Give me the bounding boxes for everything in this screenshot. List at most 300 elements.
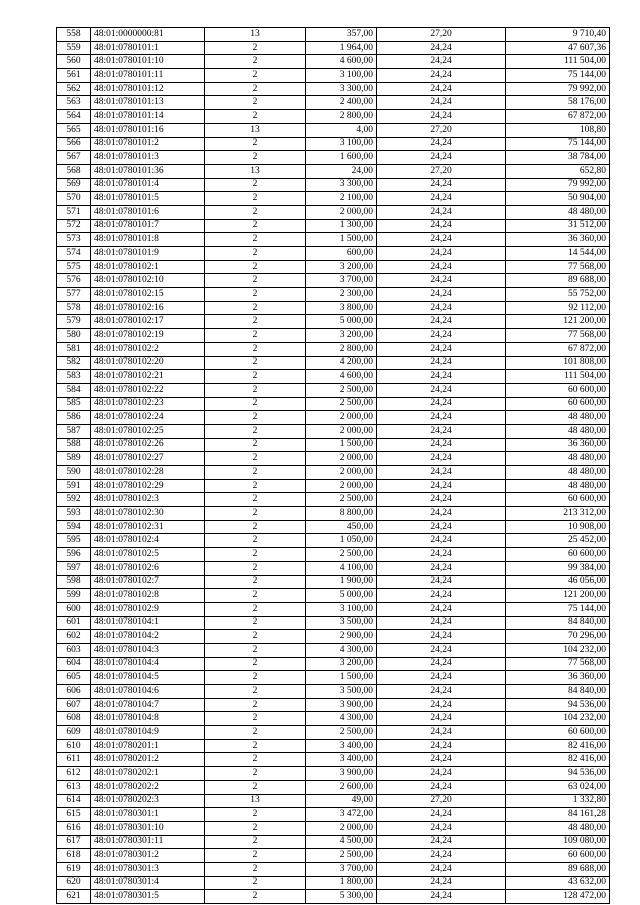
area-value-cell: 4 100,00 [306,561,377,575]
area-value-cell: 2 000,00 [306,411,377,425]
table-row [57,534,610,548]
row-number-cell: 568 [57,164,91,178]
rate-value-cell: 24,24 [377,219,506,233]
table-row [57,520,610,534]
cadastral-number-cell: 48:01:0780104:8 [91,712,205,726]
rate-value-cell: 24,24 [377,137,506,151]
cadastral-number-cell: 48:01:0780202:2 [91,780,205,794]
cadastral-value-cell: 121 200,00 [506,315,610,329]
area-value-cell: 2 500,00 [306,726,377,740]
cadastral-number-cell: 48:01:0780102:19 [91,329,205,343]
category-code-cell: 2 [205,561,306,575]
cadastral-value-cell: 75 144,00 [506,69,610,83]
cadastral-number-cell: 48:01:0780101:14 [91,110,205,124]
cadastral-number-cell: 48:01:0780102:30 [91,507,205,521]
area-value-cell: 4 600,00 [306,55,377,69]
table-row [57,247,610,261]
rate-value-cell: 24,24 [377,301,506,315]
rate-value-cell: 24,24 [377,356,506,370]
cadastral-number-cell: 48:01:0780202:1 [91,767,205,781]
cadastral-value-cell: 75 144,00 [506,602,610,616]
category-code-cell: 2 [205,835,306,849]
row-number-cell: 584 [57,383,91,397]
area-value-cell: 2 000,00 [306,205,377,219]
rate-value-cell: 24,24 [377,808,506,822]
rate-value-cell: 27,20 [377,794,506,808]
category-code-cell: 2 [205,616,306,630]
row-number-cell: 618 [57,849,91,863]
category-code-cell: 2 [205,178,306,192]
category-code-cell: 2 [205,780,306,794]
rate-value-cell: 24,24 [377,890,506,904]
category-code-cell: 2 [205,397,306,411]
table-row [57,110,610,124]
row-number-cell: 559 [57,41,91,55]
cadastral-value-cell: 89 688,00 [506,862,610,876]
area-value-cell: 3 100,00 [306,69,377,83]
cadastral-value-cell: 94 536,00 [506,698,610,712]
area-value-cell: 3 900,00 [306,698,377,712]
cadastral-number-cell: 48:01:0780102:28 [91,466,205,480]
cadastral-value-cell: 77 568,00 [506,329,610,343]
row-number-cell: 591 [57,479,91,493]
table-row [57,205,610,219]
cadastral-number-cell: 48:01:0780301:5 [91,890,205,904]
cadastral-value-cell: 67 872,00 [506,110,610,124]
category-code-cell: 2 [205,342,306,356]
cadastral-value-cell: 92 112,00 [506,301,610,315]
area-value-cell: 4 300,00 [306,712,377,726]
category-code-cell: 2 [205,247,306,261]
rate-value-cell: 24,24 [377,178,506,192]
row-number-cell: 577 [57,288,91,302]
rate-value-cell: 24,24 [377,753,506,767]
area-value-cell: 5 000,00 [306,315,377,329]
table-row [57,301,610,315]
cadastral-number-cell: 48:01:0780104:4 [91,657,205,671]
category-code-cell: 2 [205,233,306,247]
table-row [57,466,610,480]
cadastral-value-cell: 79 992,00 [506,82,610,96]
row-number-cell: 592 [57,493,91,507]
area-value-cell: 2 400,00 [306,96,377,110]
table-row [57,452,610,466]
cadastral-value-cell: 47 607,36 [506,41,610,55]
category-code-cell: 2 [205,671,306,685]
rate-value-cell: 24,24 [377,849,506,863]
rate-value-cell: 24,24 [377,616,506,630]
table-row [57,151,610,165]
row-number-cell: 578 [57,301,91,315]
cadastral-number-cell: 48:01:0780101:16 [91,123,205,137]
rate-value-cell: 24,24 [377,466,506,480]
cadastral-value-cell: 84 161,28 [506,808,610,822]
table-row [57,602,610,616]
category-code-cell: 2 [205,643,306,657]
table-row [57,794,610,808]
category-code-cell: 2 [205,739,306,753]
category-code-cell: 2 [205,452,306,466]
table-row [57,698,610,712]
cadastral-value-cell: 89 688,00 [506,274,610,288]
rate-value-cell: 24,24 [377,342,506,356]
table-row [57,862,610,876]
category-code-cell: 2 [205,808,306,822]
cadastral-number-cell: 48:01:0000000:81 [91,28,205,42]
cadastral-number-cell: 48:01:0780102:24 [91,411,205,425]
area-value-cell: 4 600,00 [306,370,377,384]
cadastral-value-cell: 75 144,00 [506,137,610,151]
category-code-cell: 2 [205,205,306,219]
cadastral-number-cell: 48:01:0780101:5 [91,192,205,206]
rate-value-cell: 24,24 [377,55,506,69]
table-row [57,561,610,575]
cadastral-number-cell: 48:01:0780102:21 [91,370,205,384]
rate-value-cell: 24,24 [377,493,506,507]
category-code-cell: 2 [205,698,306,712]
category-code-cell: 2 [205,534,306,548]
category-code-cell: 2 [205,315,306,329]
category-code-cell: 13 [205,164,306,178]
rate-value-cell: 24,24 [377,739,506,753]
category-code-cell: 2 [205,726,306,740]
rate-value-cell: 27,20 [377,164,506,178]
area-value-cell: 3 472,00 [306,808,377,822]
rate-value-cell: 24,24 [377,41,506,55]
cadastral-value-cell: 48 480,00 [506,452,610,466]
table-row [57,479,610,493]
rate-value-cell: 24,24 [377,329,506,343]
cadastral-number-cell: 48:01:0780102:6 [91,561,205,575]
cadastral-value-cell: 128 472,00 [506,890,610,904]
cadastral-value-cell: 1 332,80 [506,794,610,808]
rate-value-cell: 24,24 [377,438,506,452]
rate-value-cell: 24,24 [377,657,506,671]
area-value-cell: 3 300,00 [306,178,377,192]
category-code-cell: 2 [205,712,306,726]
area-value-cell: 1 600,00 [306,151,377,165]
cadastral-number-cell: 48:01:0780201:2 [91,753,205,767]
rate-value-cell: 24,24 [377,821,506,835]
category-code-cell: 2 [205,685,306,699]
area-value-cell: 5 000,00 [306,589,377,603]
row-number-cell: 606 [57,685,91,699]
cadastral-number-cell: 48:01:0780102:16 [91,301,205,315]
rate-value-cell: 24,24 [377,192,506,206]
table-row [57,137,610,151]
area-value-cell: 2 500,00 [306,493,377,507]
table-row [57,548,610,562]
row-number-cell: 574 [57,247,91,261]
cadastral-number-cell: 48:01:0780101:6 [91,205,205,219]
row-number-cell: 608 [57,712,91,726]
row-number-cell: 581 [57,342,91,356]
cadastral-number-cell: 48:01:0780104:5 [91,671,205,685]
rate-value-cell: 24,24 [377,424,506,438]
table-row [57,96,610,110]
cadastral-value-cell: 48 480,00 [506,466,610,480]
category-code-cell: 2 [205,411,306,425]
table-row [57,835,610,849]
category-code-cell: 2 [205,370,306,384]
area-value-cell: 1 500,00 [306,438,377,452]
area-value-cell: 2 500,00 [306,383,377,397]
cadastral-number-cell: 48:01:0780101:10 [91,55,205,69]
rate-value-cell: 24,24 [377,685,506,699]
cadastral-value-cell: 31 512,00 [506,219,610,233]
area-value-cell: 2 300,00 [306,288,377,302]
category-code-cell: 2 [205,69,306,83]
cadastral-value-cell: 121 200,00 [506,589,610,603]
cadastral-number-cell: 48:01:0780301:1 [91,808,205,822]
cadastral-value-cell: 109 080,00 [506,835,610,849]
rate-value-cell: 24,24 [377,260,506,274]
table-row [57,712,610,726]
area-value-cell: 357,00 [306,28,377,42]
cadastral-number-cell: 48:01:0780104:2 [91,630,205,644]
area-value-cell: 2 000,00 [306,452,377,466]
table-row [57,411,610,425]
cadastral-number-cell: 48:01:0780102:25 [91,424,205,438]
table-row [57,178,610,192]
row-number-cell: 611 [57,753,91,767]
area-value-cell: 2 000,00 [306,466,377,480]
row-number-cell: 614 [57,794,91,808]
table-row [57,82,610,96]
cadastral-number-cell: 48:01:0780104:6 [91,685,205,699]
table-row [57,630,610,644]
cadastral-number-cell: 48:01:0780101:7 [91,219,205,233]
cadastral-value-cell: 36 360,00 [506,233,610,247]
category-code-cell: 2 [205,479,306,493]
row-number-cell: 588 [57,438,91,452]
cadastral-value-cell: 48 480,00 [506,821,610,835]
cadastral-number-cell: 48:01:0780102:27 [91,452,205,466]
table-row [57,315,610,329]
rate-value-cell: 24,24 [377,383,506,397]
rate-value-cell: 27,20 [377,28,506,42]
rate-value-cell: 24,24 [377,247,506,261]
table-row [57,424,610,438]
category-code-cell: 13 [205,28,306,42]
table-row [57,397,610,411]
table-row [57,233,610,247]
cadastral-number-cell: 48:01:0780104:7 [91,698,205,712]
cadastral-number-cell: 48:01:0780102:26 [91,438,205,452]
area-value-cell: 1 300,00 [306,219,377,233]
cadastral-value-cell: 25 452,00 [506,534,610,548]
row-number-cell: 617 [57,835,91,849]
cadastral-value-cell: 10 908,00 [506,520,610,534]
area-value-cell: 1 050,00 [306,534,377,548]
row-number-cell: 595 [57,534,91,548]
table-row [57,370,610,384]
cadastral-number-cell: 48:01:0780102:2 [91,342,205,356]
rate-value-cell: 24,24 [377,726,506,740]
rate-value-cell: 24,24 [377,110,506,124]
rate-value-cell: 24,24 [377,534,506,548]
rate-value-cell: 24,24 [377,698,506,712]
category-code-cell: 2 [205,219,306,233]
area-value-cell: 2 900,00 [306,630,377,644]
table-row [57,260,610,274]
rate-value-cell: 27,20 [377,123,506,137]
area-value-cell: 3 500,00 [306,616,377,630]
rate-value-cell: 24,24 [377,520,506,534]
category-code-cell: 2 [205,82,306,96]
rate-value-cell: 24,24 [377,315,506,329]
row-number-cell: 561 [57,69,91,83]
rate-value-cell: 24,24 [377,452,506,466]
area-value-cell: 3 700,00 [306,862,377,876]
area-value-cell: 2 000,00 [306,821,377,835]
cadastral-value-cell: 652,80 [506,164,610,178]
category-code-cell: 2 [205,301,306,315]
row-number-cell: 563 [57,96,91,110]
row-number-cell: 585 [57,397,91,411]
cadastral-value-cell: 60 600,00 [506,397,610,411]
cadastral-number-cell: 48:01:0780104:3 [91,643,205,657]
category-code-cell: 2 [205,849,306,863]
category-code-cell: 2 [205,630,306,644]
area-value-cell: 1 500,00 [306,671,377,685]
area-value-cell: 2 000,00 [306,479,377,493]
rate-value-cell: 24,24 [377,602,506,616]
cadastral-value-cell: 60 600,00 [506,493,610,507]
area-value-cell: 3 200,00 [306,657,377,671]
table-row [57,342,610,356]
category-code-cell: 2 [205,260,306,274]
cadastral-number-cell: 48:01:0780104:1 [91,616,205,630]
cadastral-value-cell: 101 808,00 [506,356,610,370]
table-row [57,849,610,863]
cadastral-number-cell: 48:01:0780102:1 [91,260,205,274]
row-number-cell: 569 [57,178,91,192]
area-value-cell: 1 964,00 [306,41,377,55]
row-number-cell: 576 [57,274,91,288]
cadastral-value-cell: 104 232,00 [506,712,610,726]
area-value-cell: 2 500,00 [306,849,377,863]
cadastral-value-cell: 9 710,40 [506,28,610,42]
row-number-cell: 615 [57,808,91,822]
row-number-cell: 600 [57,602,91,616]
row-number-cell: 599 [57,589,91,603]
row-number-cell: 609 [57,726,91,740]
category-code-cell: 2 [205,753,306,767]
area-value-cell: 2 100,00 [306,192,377,206]
area-value-cell: 2 500,00 [306,548,377,562]
area-value-cell: 2 600,00 [306,780,377,794]
rate-value-cell: 24,24 [377,712,506,726]
table-row [57,821,610,835]
area-value-cell: 600,00 [306,247,377,261]
row-number-cell: 575 [57,260,91,274]
rate-value-cell: 24,24 [377,548,506,562]
area-value-cell: 2 800,00 [306,110,377,124]
table-row [57,808,610,822]
cadastral-number-cell: 48:01:0780201:1 [91,739,205,753]
category-code-cell: 2 [205,151,306,165]
area-value-cell: 3 100,00 [306,602,377,616]
rate-value-cell: 24,24 [377,835,506,849]
area-value-cell: 4 300,00 [306,643,377,657]
row-number-cell: 601 [57,616,91,630]
cadastral-value-cell: 48 480,00 [506,411,610,425]
category-code-cell: 2 [205,55,306,69]
cadastral-number-cell: 48:01:0780102:20 [91,356,205,370]
row-number-cell: 560 [57,55,91,69]
rate-value-cell: 24,24 [377,589,506,603]
area-value-cell: 4,00 [306,123,377,137]
table-row [57,726,610,740]
table-row [57,192,610,206]
area-value-cell: 3 700,00 [306,274,377,288]
row-number-cell: 587 [57,424,91,438]
cadastral-value-cell: 82 416,00 [506,753,610,767]
category-code-cell: 2 [205,493,306,507]
cadastral-number-cell: 48:01:0780102:15 [91,288,205,302]
table-row [57,671,610,685]
cadastral-value-cell: 43 632,00 [506,876,610,890]
table-row [57,575,610,589]
row-number-cell: 593 [57,507,91,521]
cadastral-number-cell: 48:01:0780301:3 [91,862,205,876]
cadastral-value-cell: 55 752,00 [506,288,610,302]
cadastral-number-cell: 48:01:0780102:23 [91,397,205,411]
row-number-cell: 571 [57,205,91,219]
category-code-cell: 13 [205,123,306,137]
row-number-cell: 607 [57,698,91,712]
area-value-cell: 4 200,00 [306,356,377,370]
rate-value-cell: 24,24 [377,780,506,794]
table-row [57,685,610,699]
row-number-cell: 572 [57,219,91,233]
rate-value-cell: 24,24 [377,671,506,685]
row-number-cell: 603 [57,643,91,657]
row-number-cell: 566 [57,137,91,151]
cadastral-number-cell: 48:01:0780102:31 [91,520,205,534]
cadastral-number-cell: 48:01:0780102:17 [91,315,205,329]
category-code-cell: 2 [205,274,306,288]
table-row [57,329,610,343]
rate-value-cell: 24,24 [377,288,506,302]
area-value-cell: 2 500,00 [306,397,377,411]
cadastral-number-cell: 48:01:0780101:4 [91,178,205,192]
cadastral-number-cell: 48:01:0780104:9 [91,726,205,740]
cadastral-number-cell: 48:01:0780101:3 [91,151,205,165]
cadastral-value-cell: 36 360,00 [506,438,610,452]
area-value-cell: 24,00 [306,164,377,178]
area-value-cell: 3 500,00 [306,685,377,699]
area-value-cell: 49,00 [306,794,377,808]
cadastral-value-cell: 77 568,00 [506,657,610,671]
area-value-cell: 3 900,00 [306,767,377,781]
area-value-cell: 1 900,00 [306,575,377,589]
rate-value-cell: 24,24 [377,370,506,384]
category-code-cell: 2 [205,821,306,835]
row-number-cell: 580 [57,329,91,343]
row-number-cell: 616 [57,821,91,835]
category-code-cell: 2 [205,602,306,616]
cadastral-number-cell: 48:01:0780102:7 [91,575,205,589]
table-row [57,753,610,767]
cadastral-value-cell: 108,80 [506,123,610,137]
table-row [57,41,610,55]
row-number-cell: 583 [57,370,91,384]
cadastral-number-cell: 48:01:0780101:12 [91,82,205,96]
row-number-cell: 562 [57,82,91,96]
rate-value-cell: 24,24 [377,561,506,575]
